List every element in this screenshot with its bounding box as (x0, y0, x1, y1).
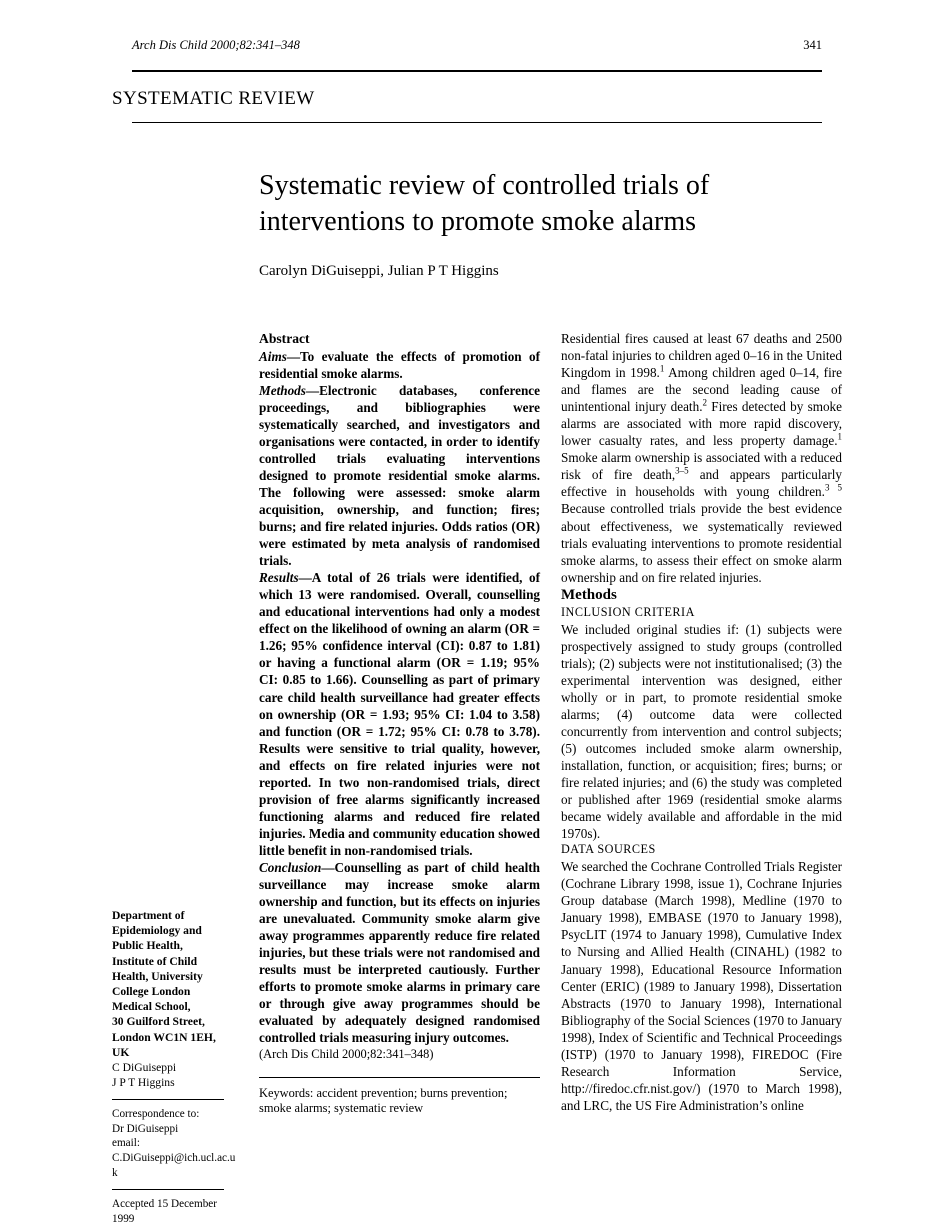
affiliation-author-1: C DiGuiseppi (112, 1060, 177, 1074)
abstract-results (259, 569, 540, 859)
abstract-aims-label: Aims (259, 348, 287, 364)
keywords-rule (259, 1077, 540, 1078)
left-column (259, 330, 540, 1117)
affiliation-line: College London (112, 984, 191, 998)
abstract-heading: Abstract (259, 331, 310, 346)
affiliation-line: 30 Guilford Street, (112, 1015, 205, 1029)
running-head-citation: Arch Dis Child 2000;82:341–348 (132, 38, 300, 52)
affiliation-line: Public Health, (112, 939, 183, 953)
affiliation-line: Department of (112, 909, 185, 922)
page-title: Systematic review of controlled trials of interventions to promote smoke alarms (259, 170, 710, 237)
affiliation-line: Institute of Child (112, 954, 198, 968)
section-rule (132, 122, 822, 123)
abstract-citation: (Arch Dis Child 2000;82:341–348) (259, 1047, 434, 1062)
page-number: 341 (803, 38, 822, 52)
correspondence-email[interactable]: C.DiGuiseppi@ich.ucl.ac.uk (112, 1151, 236, 1179)
affiliation-lines (112, 908, 236, 1060)
abstract-conclusion-text: —Counselling as part of child health surveillance may increase smoke alarm ownership and function, but its effects on injuries are unevaluated. Community smoke alarm give away programmes apparently reduce fire related injuries, but these trials were not randomised and results must be interpreted cautiously. Further efforts to promote smoke alarms in primary care or through give away programmes should be evaluated by adequately designed randomised controlled trials measuring injury outcomes. (259, 859, 540, 1046)
affiliation-block (112, 908, 236, 1226)
affiliation-line: UK (112, 1045, 130, 1059)
correspondence-label: Correspondence to: (112, 1108, 200, 1121)
affiliation-rule (112, 1099, 224, 1100)
affiliation-line: Epidemiology and (112, 924, 202, 938)
header-rule (132, 70, 822, 72)
abstract-methods-label: Methods (259, 382, 306, 398)
data-sources-text: We searched the Cochrane Controlled Trials Register (Cochrane Library 1998, issue 1), Cochrane Injuries Group database (March 1998), Medline (1970 to January 1998), EMBASE (1970 to January 1998), PsycLIT (1974 to January 1998), Cumulative Index to Nursing and Allied Health (CINAHL) (1982 to January 1998), Educational Resource Information Center (ERIC) (1989 to January 1998), Dissertation Abstracts (1970 to January 1998), International Bibliography of the Social Sciences (1970 to January 1998), Index of Scientific and Technical Proceedings (ISTP) (1970 to January 1998), FIREDOC (Fire Research Information Service, http://firedoc.cfr.nist.gov/) (1970 to March 1998), and LRC, the US Fire Administration’s online (561, 859, 842, 1113)
introduction-paragraph: Residential fires caused at least 67 deaths and 2500 non-fatal injuries to children aged 0–16 in the United Kingdom in 1998.$^1$ Among children aged 0–14, fire and flames are the second leading cause of unintentional injury death.$^2$ Fires detected by smoke alarms are associated with more rapid discovery, lower casualty rates, and less property damage.$^1$ Smoke alarm ownership is associated with a reduced risk of fire death,$^{3-5}$ and appears particularly effective in households with young children.$^{3 5}$ Because controlled trials provide the best evidence about effectiveness, we systematically reviewed trials evaluating interventions to promote residential smoke alarms, to assess their effect on smoke alarm ownership and on fire related injuries. (561, 331, 843, 585)
data-sources-heading: DATA SOURCES (561, 842, 656, 857)
abstract-aims-text: —To evaluate the effects of promotion of residential smoke alarms. (259, 348, 540, 381)
abstract-results-label: Results (259, 570, 299, 586)
abstract-conclusion-label: Conclusion (259, 859, 322, 875)
inclusion-criteria-heading: INCLUSION CRITERIA (561, 605, 695, 620)
abstract-methods (259, 382, 540, 570)
inclusion-criteria-text: We included original studies if: (1) subjects were prospectively assigned to study groups (controlled trials); (2) subjects were not institutionalised; (3) the experimental intervention was designed, either wholly or in part, to promote residential smoke alarms; (4) outcome data were collected concurrently from intervention and control subjects; (5) outcomes included smoke alarm ownership, installation, function, or acquisition; fires; burns; or fire related injuries; and (6) the study was completed or published after 1969 (residential smoke alarms became widely available and affordable in the mid 1970s). (561, 621, 842, 842)
abstract-methods-text: —Electronic databases, conference proceedings, and bibliographies were systematically searched, and investigators and organisations were contacted, in order to identify controlled trials evaluating interventions designed to promote residential smoke alarms. The following were assessed: smoke alarm acquisition, ownership, and function; fires; burns; and fire related injuries. Odds ratios (OR) were estimated by meta analysis of randomised trials. (259, 382, 540, 569)
keywords: Keywords: accident prevention; burns prevention; smoke alarms; systematic review (259, 1085, 508, 1116)
abstract-aims (259, 348, 540, 382)
accepted-rule (112, 1189, 224, 1190)
abstract-conclusion (259, 859, 540, 1047)
affiliation-line: London WC1N 1EH, (112, 1030, 216, 1044)
running-head (132, 38, 822, 53)
correspondence-email-label: email: (112, 1137, 140, 1150)
abstract-results-text: —A total of 26 trials were identified, of which 13 were randomised. Overall, counselling and educational interventions had only a modest effect on the likelihood of owning an alarm (OR = 1.26; 95% confidence interval (CI): 0.87 to 1.81) or having a functional alarm (OR = 1.19; 95% CI: 0.85 to 1.66). Counselling as part of primary care child health surveillance had greater effects on ownership (OR = 1.93; 95% CI: 1.04 to 3.58) and function (OR = 1.72; 95% CI: 0.78 to 3.78). Results were sensitive to trial quality, however, and effects on fire related injuries were not reported. In two non-randomised trials, direct provision of free alarms significantly increased functioning alarms and reduced fire related injuries. Media and community education showed little benefit in non-randomised trials. (259, 570, 540, 858)
affiliation-line: Medical School, (112, 1000, 191, 1014)
affiliation-line: Health, University (112, 969, 203, 983)
accepted-date: Accepted 15 December 1999 (112, 1198, 217, 1225)
author-list: Carolyn DiGuiseppi, Julian P T Higgins (259, 263, 499, 279)
correspondence-name: Dr DiGuiseppi (112, 1122, 179, 1135)
section-label: SYSTEMATIC REVIEW (112, 88, 315, 109)
affiliation-author-2: J P T Higgins (112, 1076, 175, 1090)
methods-heading: Methods (561, 586, 617, 603)
right-column (561, 330, 842, 1114)
